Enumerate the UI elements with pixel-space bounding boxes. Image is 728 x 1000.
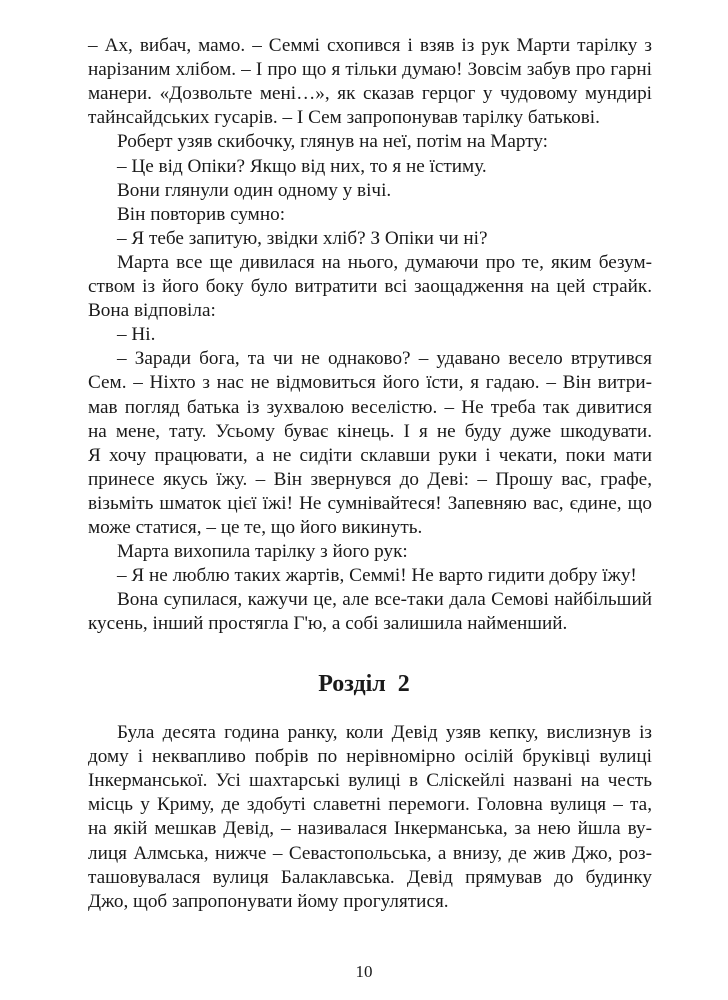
text-line: Вони глянули один одному у вічі.	[117, 179, 392, 201]
text-line: ством із його боку було витратити всі заощадження на цей страйк.	[88, 276, 652, 297]
text-line: Він повторив сумно:	[117, 203, 286, 225]
text-line: кусень, інший простягла Г'ю, а собі залишила найменший.	[88, 613, 568, 635]
text-line: дому і неквапливо побрів по нерівномірно осілій бруківці вулиці	[88, 746, 652, 768]
text-line: манери. «Дозвольте мені…», як сказав герцог у чудовому мундирі	[88, 83, 652, 105]
text-line: Я хочу працювати, а не сидіти склавши руки і чекати, поки мати	[88, 444, 652, 466]
text-line: нарізаним хлібом. – І про що я тільки думаю! Зовсім забув про гарні	[88, 59, 652, 81]
text-line: – Заради бога, та чи не однаково? – удавано весело втрутився	[117, 348, 652, 370]
text-line: принесе якусь їжу. – Він звернувся до Деві: – Прошу вас, графе,	[88, 468, 652, 490]
text-line: може статися, – це те, що його викинуть.	[88, 517, 423, 538]
text-line: Була десята година ранку, коли Девід узяв кепку, вислизнув із	[117, 722, 652, 743]
text-line: – Ах, вибач, мамо. – Семмі схопився і взяв із рук Марти тарілку з	[88, 35, 652, 56]
text-line: на мене, тату. Усьому буває кінець. І я не буду дуже шкодувати.	[88, 420, 652, 442]
text-line: Вона супилася, кажучи це, але все-таки дала Семові найбільший	[117, 589, 652, 611]
text-line: – Ні.	[117, 324, 156, 346]
text-line: Сем. – Ніхто з нас не відмовиться його їсти, я гадаю. – Він витри-	[88, 372, 652, 394]
chapter-heading: Розділ 2	[318, 671, 410, 697]
text-line: мав погляд батька із зухвалою веселістю. – Не треба так дивитися	[88, 396, 652, 418]
text-line: Джо, щоб запропонувати йому прогулятися.	[88, 890, 449, 912]
text-line: – Я не люблю таких жартів, Семмі! Не варто гидити добру їжу!	[117, 565, 637, 587]
text-line: лиця Алмська, нижче – Севастопольська, а внизу, де жив Джо, роз-	[88, 842, 652, 864]
text-line: Вона відповіла:	[88, 300, 216, 322]
text-line: на якій мешкав Девід, – називалася Інкерманська, за нею йшла ву-	[88, 818, 652, 840]
text-line: Роберт узяв скибочку, глянув на неї, потім на Марту:	[117, 131, 548, 153]
text-line: Марта все ще дивилася на нього, думаючи про те, яким безум-	[117, 251, 652, 273]
text-line: тайнсайдських гусарів. – І Сем запропонував тарілку батькові.	[88, 107, 600, 129]
text-line: Інкерманської. Усі шахтарські вулиці в Слiскейлі названі на честь	[88, 770, 652, 792]
text-line: Марта вихопила тарілку з його рук:	[117, 541, 408, 563]
text-line: місць у Криму, де здобуті славетні перемоги. Головна вулиця – та,	[88, 794, 652, 816]
page-number: 10	[355, 962, 373, 981]
text-line: – Я тебе запитую, звідки хліб? З Опіки чи ні?	[117, 227, 488, 249]
text-line: ташовувалася вулиця Балаклавська. Девід прямував до будинку	[88, 866, 652, 888]
text-line: – Це від Опіки? Якщо від них, то я не їстиму.	[117, 155, 487, 177]
text-line: візьміть шматок цієї їжі! Не сумнівайтеся! Запевняю вас, єдине, що	[88, 492, 652, 514]
